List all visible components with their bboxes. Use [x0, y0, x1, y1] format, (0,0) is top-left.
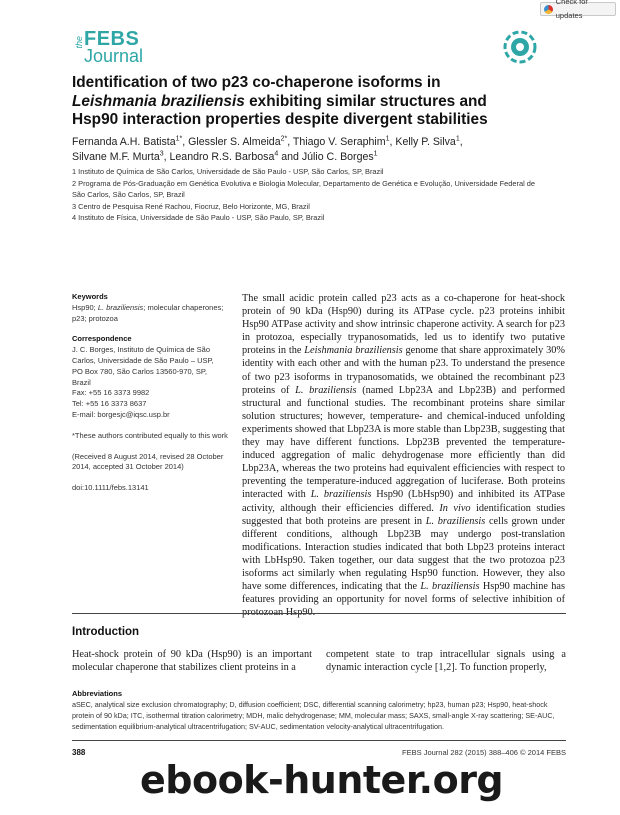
journal-logo-journal: Journal	[84, 46, 144, 66]
affiliations	[72, 166, 572, 224]
author-name: Silvane M.F. Murta	[72, 150, 160, 163]
journal-logo-febs: FEBS	[84, 28, 140, 50]
doi-link[interactable]: doi:10.1111/febs.13141	[72, 483, 149, 493]
correspondence-line: J. C. Borges, Instituto de Química de São	[72, 345, 210, 355]
page-number: 388	[72, 748, 86, 757]
correspondence-email[interactable]: E-mail: borgesjc@iqsc.usp.br	[72, 409, 170, 419]
affiliation: 2 Programa de Pós-Graduação em Genética Evolutiva e Biologia Molecular, Departamento de Genética e Evolução, Universidade Federal de	[72, 178, 535, 188]
check-for-updates-label: Check for updates	[555, 0, 588, 20]
footer-divider	[72, 740, 566, 741]
affiliation: 3 Centro de Pesquisa René Rachou, Fiocruz, Belo Horizonte, MG, Brazil	[72, 201, 310, 211]
correspondence-line: PO Box 780, São Carlos 13560-970, SP,	[72, 366, 207, 376]
abbreviations-text: aSEC, analytical size exclusion chromatography; D, diffusion coefficient; DSC, differential scanning calorimetry; hp23, human p23; Hsp90, heat-shock protein of 90 kDa; ITC, isothermal titration calorimetry; MDH, malic dehydrogenase; MM, molecular mass; SAXS, small-angle X-ray scattering; SE-AUC, sedimentation equilibrium-analytical ultracentrifugation; SV-AUC, sedimentation velocity-analytical ultracentrifugation.	[72, 700, 555, 731]
correspondence-line: Tel: +55 16 3373 8637	[72, 399, 147, 409]
author-name: Glessler S. Almeida	[188, 136, 281, 148]
watermark: ebook-hunter.org	[140, 758, 504, 802]
correspondence-line: Carlos, Universidade de São Paulo – USP,	[72, 355, 214, 365]
article-title: Identification of two p23 co-chaperone isoforms in Leishmania braziliensis exhibiting similar structures and Hsp90 interaction properties despite divergent stabilities	[72, 74, 488, 128]
correspondence-line: Brazil	[72, 377, 91, 387]
introduction-column-2: competent state to trap intracellular signals using a dynamic interaction cycle [1,2]. To function properly,	[326, 649, 566, 674]
author-name: Thiago V. Seraphim	[292, 136, 386, 148]
introduction-column-1: Heat-shock protein of 90 kDa (Hsp90) is an important molecular chaperone that stabilizes client proteins in a	[72, 649, 312, 674]
introduction-heading: Introduction	[72, 626, 140, 638]
received-dates: (Received 8 August 2014, revised 28 October 2014, accepted 31 October 2014)	[72, 451, 224, 472]
febs-emblem-icon	[503, 30, 537, 64]
keywords-text: Hsp90; L. braziliensis; molecular chaperones; p23; protozoa	[72, 302, 224, 323]
affiliation: São Carlos, São Carlos, SP, Brazil	[72, 190, 185, 200]
check-for-updates-button[interactable]	[540, 0, 616, 20]
author-name: Leandro R.S. Barbosa	[169, 150, 275, 163]
footer-citation: FEBS Journal 282 (2015) 388–406 © 2014 FEBS	[402, 748, 566, 757]
affiliation: 4 Instituto de Física, Universidade de São Paulo - USP, São Paulo, SP, Brazil	[72, 213, 325, 223]
author-name: Fernanda A.H. Batista	[72, 136, 176, 148]
correspondence-line: Fax: +55 16 3373 9982	[72, 388, 150, 398]
keywords-heading: Keywords	[72, 292, 108, 301]
abstract-text: The small acidic protein called p23 acts as a co-chaperone for heat-shock protein of 90 kDa (Hsp90) during its ATPase cycle. p23 proteins inhibit Hsp90 ATPase activity and show intrinsic chaperone activity. A search for p23 in protozoa, especially trypanosomatids, led us to identify two putative proteins in the Leishmania braziliensis genome that share approximately 30% identity with each other and with the human p23. To understand the presence of two p23 isoforms in trypanosomatids, we obtained the recombinant p23 proteins of L. braziliensis (named Lbp23A and Lbp23B) and performed structural and functional studies. The recombinant proteins share similar solution structures; however, temperature- and chemical-induced unfolding experiments showed that Lbp23A is more stable than Lbp23B, suggesting that they may have different functions. Lbp23B prevented the temperature-induced aggregation of malic dehydrogenase more efficiently than did Lbp23A, whereas the two proteins had equivalent efficiencies with respect to preventing the temperature-induced aggregation of luciferase. Both proteins interacted with L. braziliensis Hsp90 (LbHsp90) and inhibited its ATPase activity, although their efficiencies differed. In vivo identification studies suggested that both proteins are present in L. braziliensis cells grown under different conditions, although Lbp23B may undergo post-translation modifications. Interaction studies indicated that both Lbp23 proteins interact with LbHsp90. Taken together, our data suggest that the two protozoa p23 isoforms act similarly when regulating Hsp90 function. However, they also have some differences, indicating that the L. braziliensis Hsp90 machine has features providing an opportunity for novel forms of selective inhibition of protozoan Hsp90.	[242, 293, 566, 619]
journal-logo-the: the	[74, 36, 84, 49]
section-divider	[72, 613, 566, 614]
abbreviations-heading: Abbreviations	[72, 689, 123, 698]
article-metadata-sidebar	[72, 292, 230, 504]
update-icon	[544, 5, 553, 14]
affiliation: 1 Instituto de Química de São Carlos, Universidade de São Paulo - USP, São Carlos, SP, Brazil	[72, 167, 384, 176]
equal-contribution-note: *These authors contributed equally to this work	[72, 430, 228, 440]
author-name: Júlio C. Borges	[301, 150, 374, 163]
author-name: Kelly P. Silva	[395, 136, 456, 148]
correspondence-heading: Correspondence	[72, 334, 132, 344]
author-list: Fernanda A.H. Batista$^{1*}$, Glessler S. Almeida$^{2*}$, Thiago V. Seraphim$^1$, Kelly P. Silva$^1$, Silvane M.F. Murta$^3$, Leandro R.S. Barbosa$^4$ and Júlio C. Borges$^1$	[72, 135, 463, 163]
